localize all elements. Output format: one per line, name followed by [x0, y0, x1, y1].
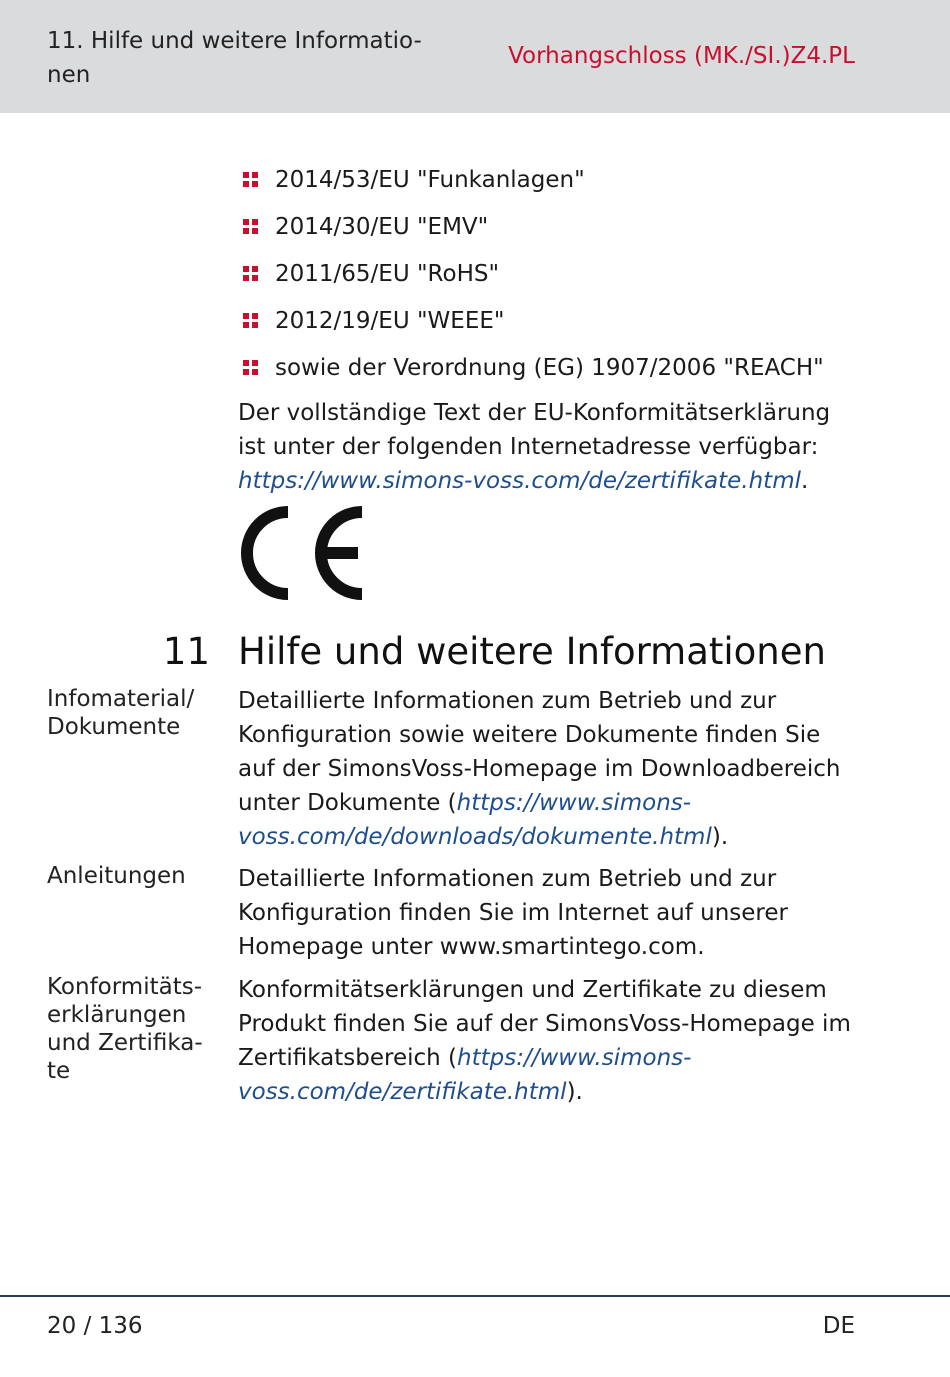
page-header — [0, 0, 950, 113]
section-number: 11 — [162, 630, 210, 673]
list-item — [238, 255, 878, 302]
page-number: 20 / 136 — [47, 1313, 143, 1339]
directive-text: 2012/19/EU "WEEE" — [275, 308, 505, 334]
conformity-suffix: . — [800, 468, 809, 494]
directive-text: 2014/53/EU "Funkanlagen" — [275, 167, 585, 193]
footer-divider — [0, 1295, 950, 1297]
bullet-squares-icon — [243, 266, 259, 282]
list-item — [238, 302, 878, 349]
section-title: Hilfe und weitere Informationen — [238, 630, 826, 673]
infomaterial-paragraph — [238, 684, 863, 854]
list-item — [238, 208, 878, 255]
language-code: DE — [822, 1313, 855, 1339]
bullet-squares-icon — [243, 219, 259, 235]
bullet-squares-icon — [243, 313, 259, 329]
side-label-anleitungen: Anleitungen — [47, 863, 186, 889]
bullet-squares-icon — [243, 360, 259, 376]
header-product: Vorhangschloss (MK./SI.)Z4.PL — [508, 43, 855, 69]
zertifikate-link[interactable]: https://www.simons-voss.com/de/zertifikate.html — [238, 1045, 692, 1105]
directive-text: 2011/65/EU "RoHS" — [275, 261, 500, 287]
list-item — [238, 161, 878, 208]
side-label-konformitaet: Konformitäts-erklärungen und Zertifika-te — [47, 974, 203, 1084]
bullet-squares-icon — [243, 172, 259, 188]
side-label-infomaterial: Infomaterial/ Dokumente — [47, 686, 195, 740]
konformitaet-suffix: ). — [566, 1079, 583, 1105]
directive-text: sowie der Verordnung (EG) 1907/2006 "REACH" — [275, 355, 824, 381]
konformitaet-text: Konformitätserklärungen und Zertifikate zu diesem Produkt finden Sie auf der SimonsVoss-Homepage im Zertifikatsbereich ( — [238, 977, 851, 1071]
downloads-link[interactable]: https://www.simons-voss.com/de/downloads/dokumente.html — [238, 790, 712, 850]
konformitaet-paragraph — [238, 973, 863, 1109]
conformity-paragraph — [238, 396, 863, 498]
anleitungen-paragraph: Detaillierte Informationen zum Betrieb und zur Konfiguration finden Sie im Internet auf unserer Homepage unter www.smartintego.com. — [238, 866, 788, 960]
infomaterial-text: Detaillierte Informationen zum Betrieb und zur Konfiguration sowie weitere Dokumente finden Sie auf der SimonsVoss-Homepage im Downloadbereich unter Dokumente ( — [238, 688, 841, 816]
directive-list — [238, 161, 878, 396]
infomaterial-suffix: ). — [711, 824, 729, 850]
directive-text: 2014/30/EU "EMV" — [275, 214, 489, 240]
list-item — [238, 349, 878, 396]
ce-mark-icon — [236, 506, 368, 600]
certificates-link[interactable]: https://www.simons-voss.com/de/zertifikate.html — [238, 468, 801, 494]
conformity-text: Der vollständige Text der EU-Konformitätserklärung ist unter der folgenden Internetadresse verfügbar: — [238, 400, 831, 460]
header-chapter: 11. Hilfe und weitere Informatio-nen — [47, 28, 422, 88]
